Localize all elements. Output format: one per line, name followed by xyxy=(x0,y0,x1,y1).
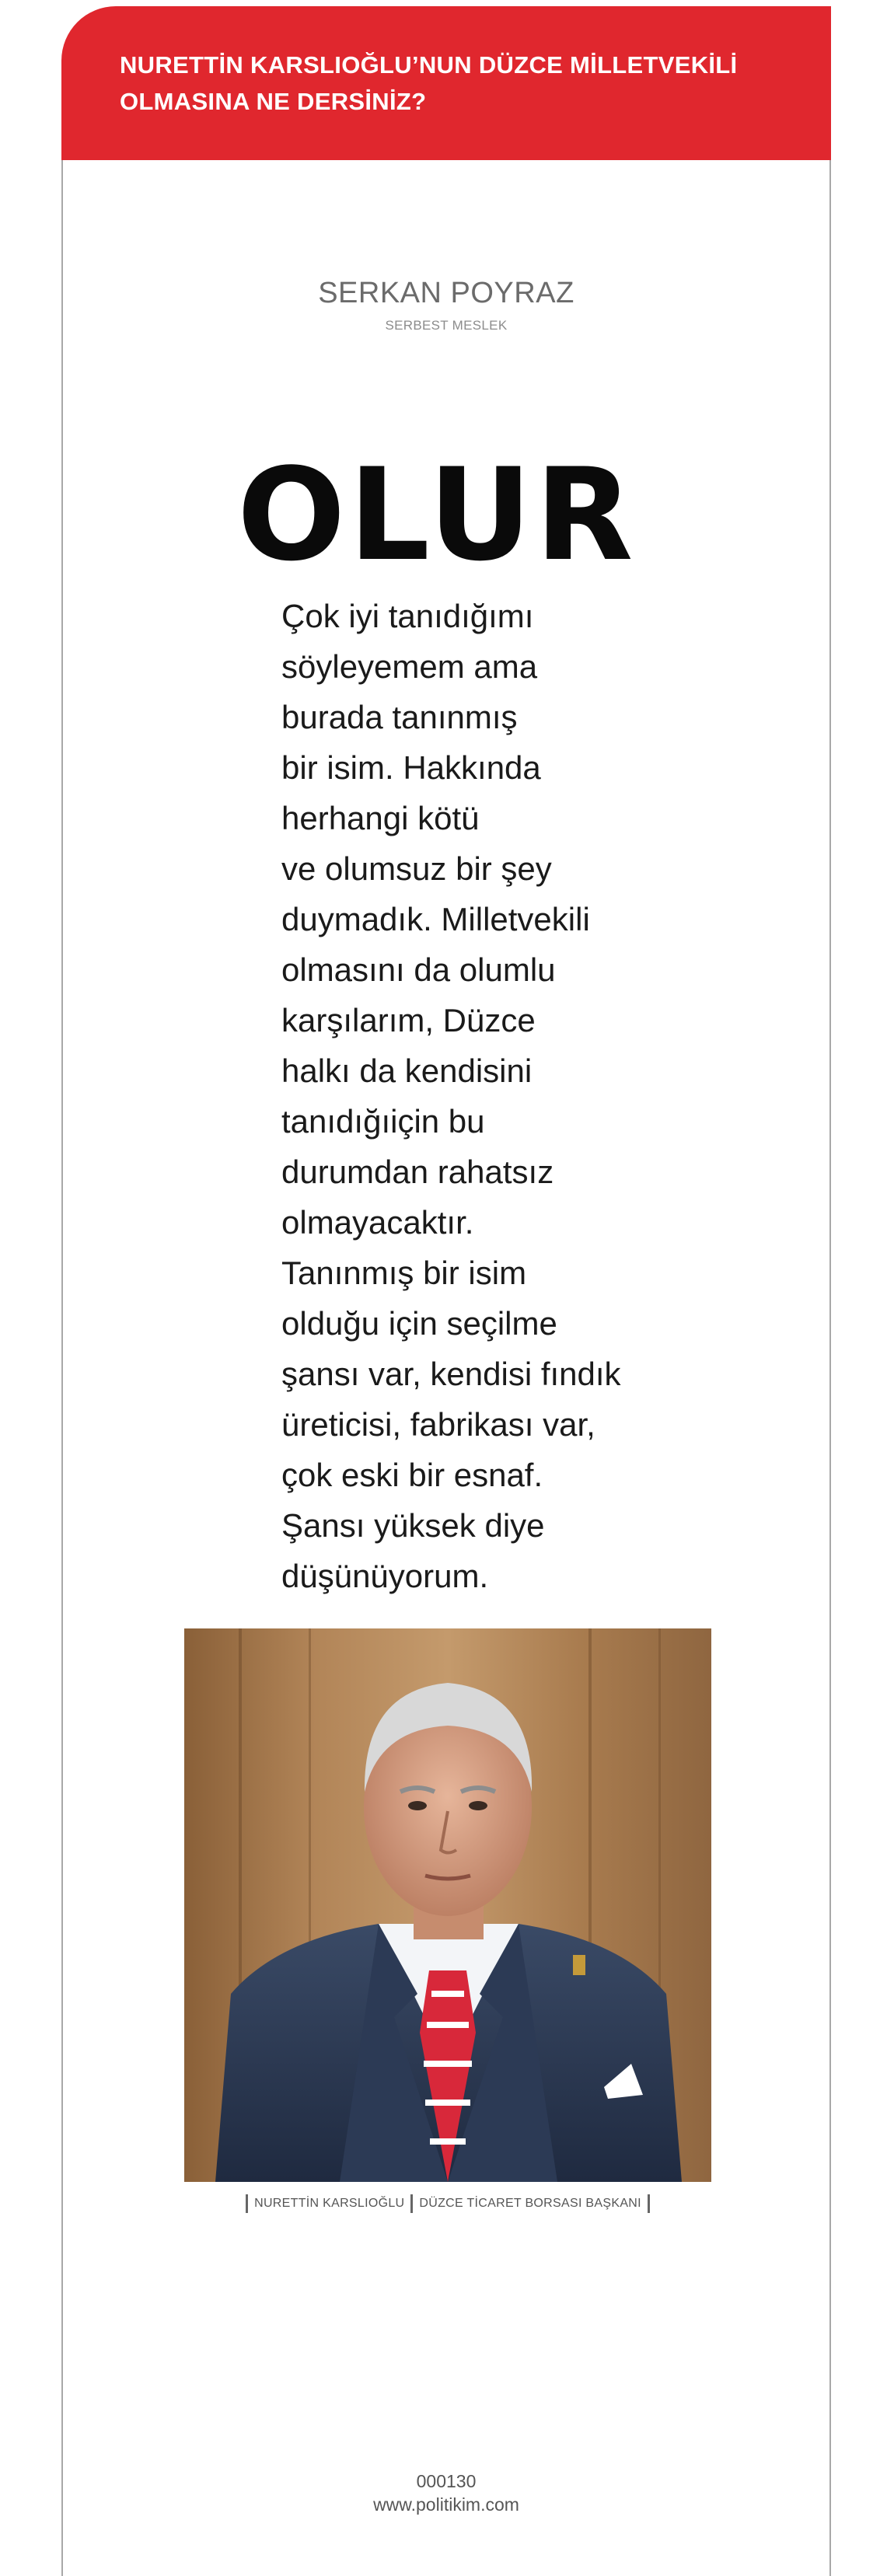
caption-title: DÜZCE TİCARET BORSASI BAŞKANI xyxy=(419,2197,641,2210)
body-line: çok eski bir esnaf. xyxy=(281,1457,543,1493)
body-line: olmayacaktır. xyxy=(281,1204,474,1241)
portrait-photo xyxy=(184,1628,711,2182)
question-header xyxy=(61,6,831,160)
body-line: herhangi kötü xyxy=(281,800,480,836)
body-line: olduğu için seçilme xyxy=(281,1305,557,1342)
photo-caption xyxy=(184,2194,711,2214)
author-block xyxy=(61,276,831,333)
body-line: Çok iyi tanıdığımı xyxy=(281,598,534,634)
body-line: düşünüyorum. xyxy=(281,1558,489,1594)
caption-divider xyxy=(410,2194,413,2213)
body-line: olmasını da olumlu xyxy=(281,951,556,988)
body-line: karşılarım, Düzce xyxy=(281,1002,536,1038)
footer-url[interactable]: www.politikim.com xyxy=(373,2494,519,2515)
author-name: SERKAN POYRAZ xyxy=(318,277,574,309)
caption-divider xyxy=(246,2194,248,2213)
caption-divider xyxy=(648,2194,650,2213)
caption-name: NURETTİN KARSLIOĞLU xyxy=(254,2197,405,2210)
body-line: söyleyemem ama xyxy=(281,648,538,685)
body-line: tanıdığıiçin bu xyxy=(281,1103,485,1140)
body-line: Şansı yüksek diye xyxy=(281,1507,545,1544)
question-title: NURETTİN KARSLIOĞLU’NUN DÜZCE MİLLETVEKİLİ OLMASINA NE DERSİNİZ? xyxy=(120,51,738,115)
answer-body xyxy=(281,591,647,1601)
body-line: burada tanınmış xyxy=(281,699,518,735)
body-line: ve olumsuz bir şey xyxy=(281,850,552,887)
body-line: bir isim. Hakkında xyxy=(281,749,541,786)
page-footer xyxy=(61,2470,831,2516)
body-line: halkı da kendisini xyxy=(281,1052,533,1089)
author-role: SERBEST MESLEK xyxy=(385,318,508,333)
body-line: Tanınmış bir isim xyxy=(281,1255,527,1291)
body-line: duymadık. Milletvekili xyxy=(281,901,590,937)
body-line: durumdan rahatsız xyxy=(281,1154,554,1190)
footer-code: 000130 xyxy=(416,2471,477,2491)
body-line: üreticisi, fabrikası var, xyxy=(281,1406,595,1443)
answer-headline: OLUR xyxy=(237,441,637,589)
body-line: şansı var, kendisi fındık xyxy=(281,1356,621,1392)
